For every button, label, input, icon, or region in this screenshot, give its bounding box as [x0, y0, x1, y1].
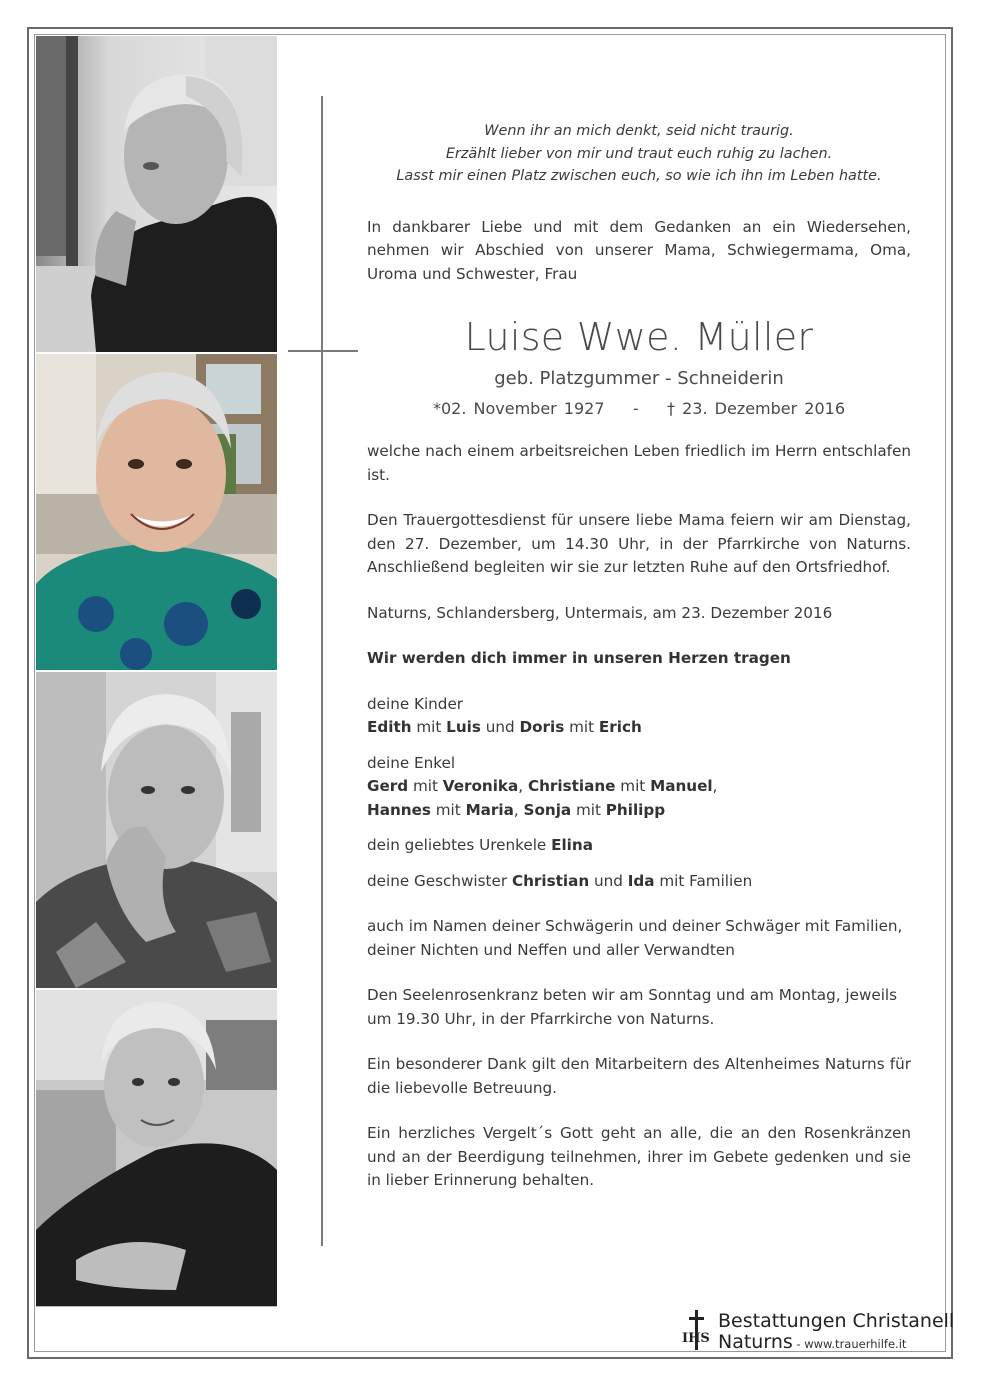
connector: mit [408, 777, 443, 795]
child-name: Doris [519, 718, 565, 736]
in-name-paragraph: auch im Namen deiner Schwägerin und deiner Schwäger mit Familien, deiner Nichten und Neffen und aller Verwandten [367, 917, 903, 959]
birth-name: geb. Platzgummer - Schneiderin [494, 368, 784, 389]
cross-ihs-icon [680, 1308, 714, 1352]
connector: , [513, 800, 524, 819]
child-spouse-name: Erich [598, 718, 642, 736]
child-name: Edith [367, 718, 412, 736]
intro-paragraph: In dankbarer Liebe und mit dem Gedanken an ein Wiedersehen, nehmen wir Abschied von unserer Mama, Schwiegermama, Oma, Uroma und Schwester, Frau [367, 217, 911, 283]
thanks-home-paragraph: Ein besonderer Dank gilt den Mitarbeitern des Altenheimes Naturns für die liebevolle Betreuung. [367, 1055, 911, 1097]
service-paragraph: Den Trauergottesdienst für unsere liebe Mama feiern wir am Dienstag, den 27. Dezember, um 14.30 Uhr, in der Pfarrkirche von Naturns. Anschließend begleiten wir sie zur letzten Ruhe auf den Ortsfriedhof. [367, 511, 911, 576]
grandchild-name: Gerd [367, 777, 409, 795]
svg-text:IHS: IHS [682, 1331, 710, 1346]
brand-name: Bestattungen Christanell [718, 1310, 955, 1332]
motto [367, 647, 911, 671]
siblings-suffix: mit Familien [654, 871, 753, 890]
sibling-name: Ida [627, 871, 655, 890]
connector: und [480, 718, 520, 736]
children-label: deine Kinder [367, 694, 464, 713]
poem-line-1: Wenn ihr an mich denkt, seid nicht traurig. [484, 123, 794, 139]
portrait-photo-2 [36, 354, 277, 670]
grandchild-partner-name: Manuel [650, 777, 713, 795]
grandchild-name: Christiane [527, 777, 616, 795]
great-grandchild-name: Elina [551, 836, 593, 854]
place-date: Naturns, Schlandersberg, Untermais, am 23. Dezember 2016 [367, 603, 833, 622]
grandchildren-line-2 [367, 799, 911, 823]
connector: mit [615, 777, 651, 795]
brand-url[interactable]: - www.trauerhilfe.it [792, 1337, 907, 1351]
portrait-photo-1 [36, 36, 277, 352]
grandchild-name: Hannes [367, 800, 431, 819]
connector: und [589, 871, 628, 890]
death-date: † 23. Dezember 2016 [667, 399, 846, 418]
siblings-label: deine Geschwister [367, 871, 512, 890]
poem [367, 120, 911, 188]
connector: mit [430, 800, 466, 819]
rosary-paragraph: Den Seelenrosenkranz beten wir am Sonntag und am Montag, jeweils um 19.30 Uhr, in der Pfarrkirche von Naturns. [367, 986, 898, 1028]
grandchild-partner-name: Veronika [442, 777, 519, 795]
birth-date: *02. November 1927 [432, 399, 605, 418]
grandchildren-label: deine Enkel [367, 753, 456, 772]
children-names [367, 716, 911, 740]
child-spouse-name: Luis [446, 718, 481, 736]
date-separator: - [632, 399, 639, 418]
passing-paragraph: welche nach einem arbeitsreichen Leben friedlich im Herrn entschlafen ist. [367, 442, 911, 484]
portrait-photo-4 [36, 990, 277, 1306]
thanks-all-paragraph: Ein herzliches Vergelt´s Gott geht an alle, die an den Rosenkränzen und an der Beerdigung teilnehmen, ihrer im Gebete gedenken und sie in lieber Erinnerung behalten. [367, 1124, 911, 1189]
connector: mit [411, 718, 447, 736]
cross-vertical-bar [321, 96, 323, 1246]
connector: mit [571, 800, 606, 819]
connector: , [712, 777, 718, 795]
life-dates [367, 396, 911, 422]
brand-town: Naturns [718, 1331, 793, 1353]
cross-horizontal-bar [288, 350, 358, 352]
siblings [367, 870, 911, 894]
brand-location [718, 1331, 906, 1355]
poem-line-2: Erzählt lieber von mir und traut euch ruhig zu lachen. [445, 145, 833, 162]
motto-text: Wir werden dich immer in unseren Herzen tragen [367, 649, 791, 667]
connector: , [518, 777, 528, 795]
connector: mit [564, 718, 599, 736]
grandchild-partner-name: Maria [465, 800, 514, 819]
sibling-name: Christian [511, 871, 590, 890]
poem-line-3: Lasst mir einen Platz zwischen euch, so wie ich ihn im Leben hatte. [396, 168, 882, 184]
grandchildren-line-1 [367, 775, 911, 799]
footer-divider [36, 1306, 277, 1307]
grandchild-partner-name: Philipp [605, 800, 666, 819]
deceased-name: Luise Wwe. Müller [464, 315, 814, 359]
grandchild-name: Sonja [523, 800, 572, 819]
great-grandchild [367, 834, 911, 858]
obituary-text [367, 120, 911, 1193]
portrait-photo-3 [36, 672, 277, 988]
great-grandchild-label: dein geliebtes Urenkele [367, 836, 552, 854]
